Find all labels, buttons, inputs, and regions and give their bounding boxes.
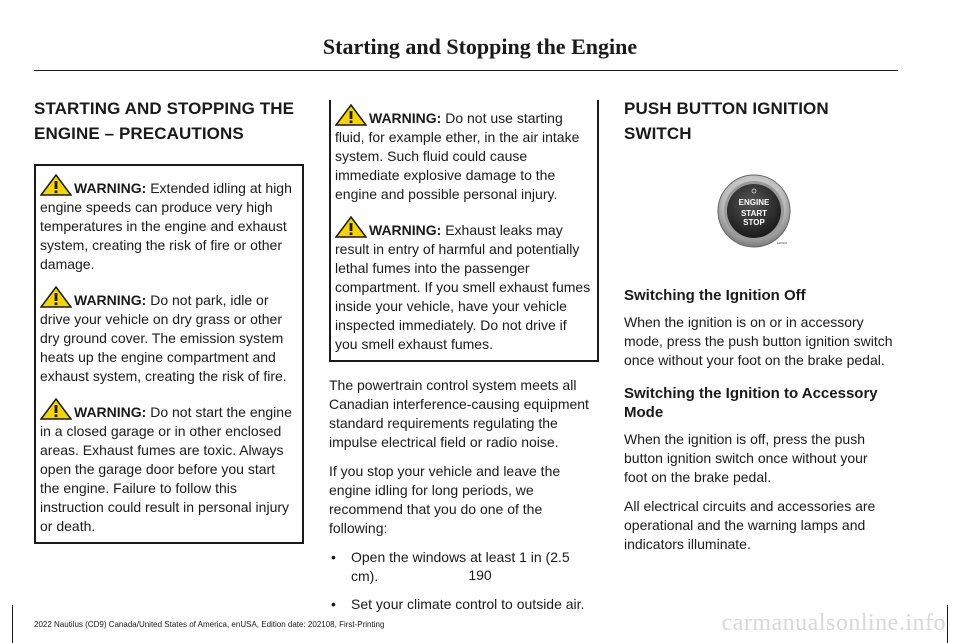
subheading-accessory-mode: Switching the Ignition to Accessory Mode [624,385,878,421]
section-heading-line1: STARTING AND STOPPING THE [34,99,295,118]
warning-triangle-icon [335,216,367,238]
engine-start-stop-button-icon [717,174,791,248]
warning-triangle-icon [40,286,72,308]
paragraph-idling: If you stop your vehicle and leave the engine idling for long periods, we recommend that you do one of the following: [329,463,561,536]
warning-box [34,164,304,544]
warning-box [329,100,599,362]
page-number: 190 [468,567,492,583]
list-item: • Open the windows at least 1 in (2.5 cm). [329,548,599,586]
paragraph-ignition-off: When the ignition is on or in accessory mode, press the push button ignition switch once without your foot on the brake pedal. [624,314,893,368]
warning-text: Do not use starting fluid, for example ether, in the air intake system. Such fluid could cause immediate explosive damage to the engine and possible personal injury. [335,110,580,202]
paragraph-interference: The powertrain control system meets all Canadian interference-causing equipment standard requirements regulating the impulse electrical field or radio noise. [329,377,589,450]
column-push-button [624,96,894,564]
button-text-engine: ENGINE [738,198,770,207]
section-heading-line2: ENGINE – PRECAUTIONS [34,124,244,143]
warning-starting-fluid [335,104,593,204]
warning-triangle-icon [335,104,367,126]
warning-text: Exhaust leaks may result in entry of harmful and potentially lethal fumes into the passenger compartment. If you smell exhaust fumes inside your vehicle, have your vehicle inspected immediately. Do not drive if you smell exhaust fumes. [335,222,591,352]
warning-dry-grass [40,286,298,386]
warning-text: Do not start the engine in a closed garage or in other enclosed areas. Exhaust fumes are toxic. Always open the garage door before you start the engine. Failure to follow this instruction could result in personal injury or death. [40,404,292,534]
column-precautions [34,96,304,544]
list-item: • Set your climate control to outside air. [329,595,599,614]
crop-mark [947,605,948,643]
section-heading-precautions [34,96,304,146]
warning-label: WARNING: [369,110,442,126]
warning-text: Extended idling at high engine speeds can produce very high temperatures in the engine and exhaust system, creating the risk of fire or other damage. [40,180,292,272]
header-divider [34,70,898,71]
warning-label: WARNING: [74,404,147,420]
column-warnings-continued [329,100,599,624]
warning-idling [40,174,298,274]
warning-text: Do not park, idle or drive your vehicle on dry grass or other dry ground cover. The emission system heats up the engine compartment and exhaust system, creating the risk of fire. [40,292,287,384]
push-button-illustration [624,146,894,276]
crop-mark [12,605,13,643]
warning-label: WARNING: [74,180,147,196]
warning-triangle-icon [40,398,72,420]
warning-exhaust-leaks [335,216,593,354]
figure-code: E267116 [777,242,787,245]
page-title: Starting and Stopping the Engine [322,34,638,59]
button-text-stop: STOP [743,218,765,227]
warning-label: WARNING: [74,292,147,308]
subheading-ignition-off: Switching the Ignition Off [624,287,806,304]
edition-footer: 2022 Nautilus (CD9) Canada/United States of America, enUSA, Edition date: 202108, First-Printing [34,620,385,629]
warning-label: WARNING: [369,222,442,238]
paragraph-accessory-mode: When the ignition is off, press the push button ignition switch once without your foot on the brake pedal. [624,431,868,485]
button-text-start: START [740,209,768,218]
paragraph-circuits: All electrical circuits and accessories are operational and the warning lamps and indicators illuminate. [624,498,876,552]
watermark: carmanualsonline.info [721,610,946,636]
warning-triangle-icon [40,174,72,196]
warning-closed-garage [40,398,298,536]
section-heading-push-button: PUSH BUTTON IGNITION SWITCH [624,99,829,143]
